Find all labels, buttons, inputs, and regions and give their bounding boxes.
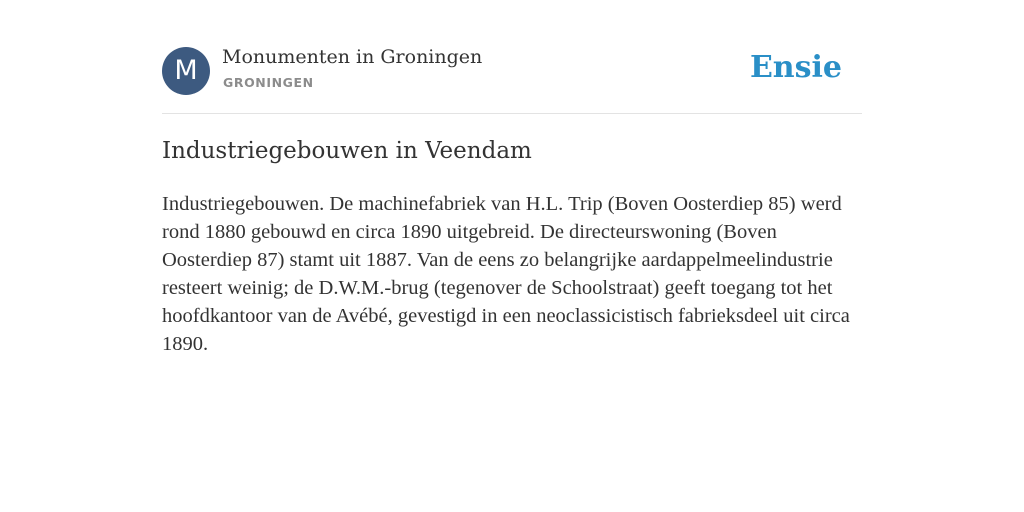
source-subtitle: GRONINGEN	[223, 75, 314, 90]
card-header	[162, 0, 862, 114]
article-body: Industriegebouwen. De machinefabriek van H.L. Trip (Boven Oosterdiep 85) werd rond 1880 gebouwd en circa 1890 uitgebreid. De directeurswoning (Boven Oosterdiep 87) stamt uit 1887. Van de eens zo belangrijke aardappelmeelindustrie resteert weinig; de D.W.M.-brug (tegenover de Schoolstraat) geeft toegang tot het hoofdkantoor van de Avébé, gevestigd in een neoclassicistisch fabrieksdeel uit circa 1890.	[162, 193, 850, 355]
definition-card	[162, 0, 862, 355]
source-title[interactable]: Monumenten in Groningen	[222, 46, 483, 68]
article-title: Industriegebouwen in Veendam	[162, 138, 532, 164]
ensie-logo[interactable]: Ensie	[749, 50, 842, 85]
source-avatar[interactable]: M	[162, 47, 210, 95]
